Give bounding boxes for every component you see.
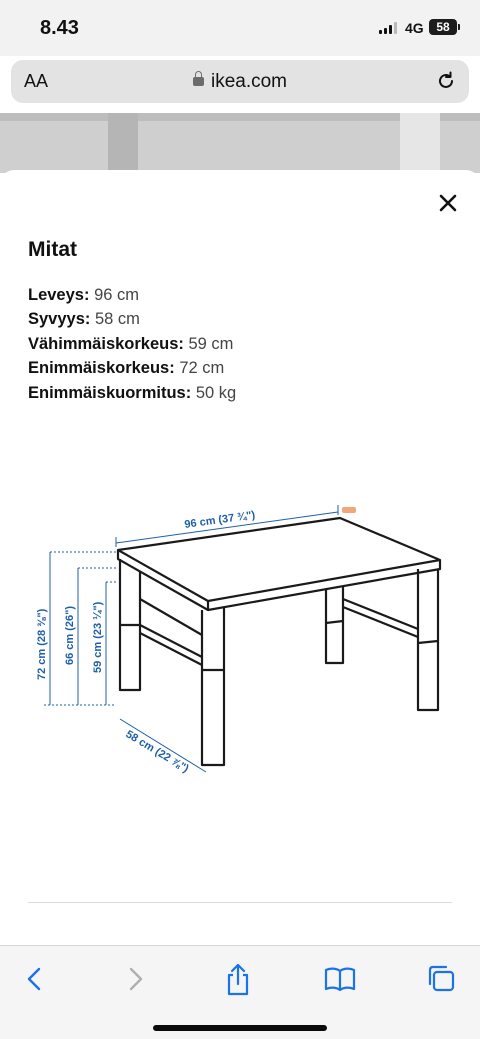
spec-row [28, 356, 236, 380]
text-size-button[interactable]: AA [24, 71, 49, 91]
home-indicator [153, 1025, 327, 1031]
width-label: 96 cm (37 ¾") [183, 509, 256, 531]
spec-value: 96 cm [94, 286, 139, 304]
spec-label: Vähimmäiskorkeus: [28, 334, 184, 353]
close-icon [434, 189, 462, 217]
tabs-button[interactable] [424, 963, 460, 995]
desk-dimension-diagram [30, 495, 450, 795]
height-min-label: 59 cm (23 ¼") [92, 601, 104, 673]
url-domain: ikea.com [210, 71, 288, 92]
spec-label: Enimmäiskorkeus: [28, 359, 175, 378]
spec-value: 50 kg [195, 383, 237, 402]
spec-list [28, 283, 236, 405]
depth-dimension-line [120, 719, 206, 772]
divider [28, 902, 452, 903]
spec-row [28, 307, 236, 331]
spec-value: 58 cm [94, 310, 140, 329]
marker-highlight [342, 507, 356, 513]
share-button[interactable] [220, 963, 256, 995]
spec-label: Leveys: [28, 286, 90, 304]
reload-button[interactable] [435, 70, 457, 97]
battery-icon: 58 [429, 19, 457, 35]
bookmarks-icon [322, 963, 358, 995]
forward-button[interactable] [118, 963, 154, 995]
spec-row [28, 381, 236, 405]
bookmarks-button[interactable] [322, 963, 358, 995]
reload-icon [435, 70, 457, 92]
browser-toolbar [0, 945, 480, 1039]
back-icon [16, 963, 52, 995]
spec-label: Syvyys: [28, 310, 91, 329]
lock-icon [193, 77, 204, 86]
spec-label: Enimmäiskuormitus: [28, 383, 192, 402]
dimensions-sheet [0, 170, 480, 945]
background-page [0, 113, 480, 173]
spec-row [28, 332, 236, 356]
spec-value: 59 cm [188, 334, 234, 353]
share-icon [220, 963, 256, 997]
spec-row [28, 283, 236, 307]
sheet-title: Mitat [28, 238, 77, 261]
cellular-signal-icon [379, 22, 397, 34]
network-type: 4G [405, 20, 424, 36]
tabs-icon [424, 963, 460, 995]
forward-icon [118, 963, 154, 995]
spec-value: 72 cm [179, 359, 225, 378]
address-bar[interactable] [11, 60, 469, 103]
depth-label: 58 cm (22 ⅞") [123, 728, 191, 776]
status-bar [0, 0, 480, 56]
clock: 8.43 [40, 17, 79, 39]
height-max-label: 72 cm (28 ⅜") [36, 608, 48, 680]
close-button[interactable] [434, 189, 462, 217]
height-mid-label: 66 cm (26") [64, 605, 76, 665]
back-button[interactable] [16, 963, 52, 995]
url-field[interactable] [11, 71, 469, 93]
